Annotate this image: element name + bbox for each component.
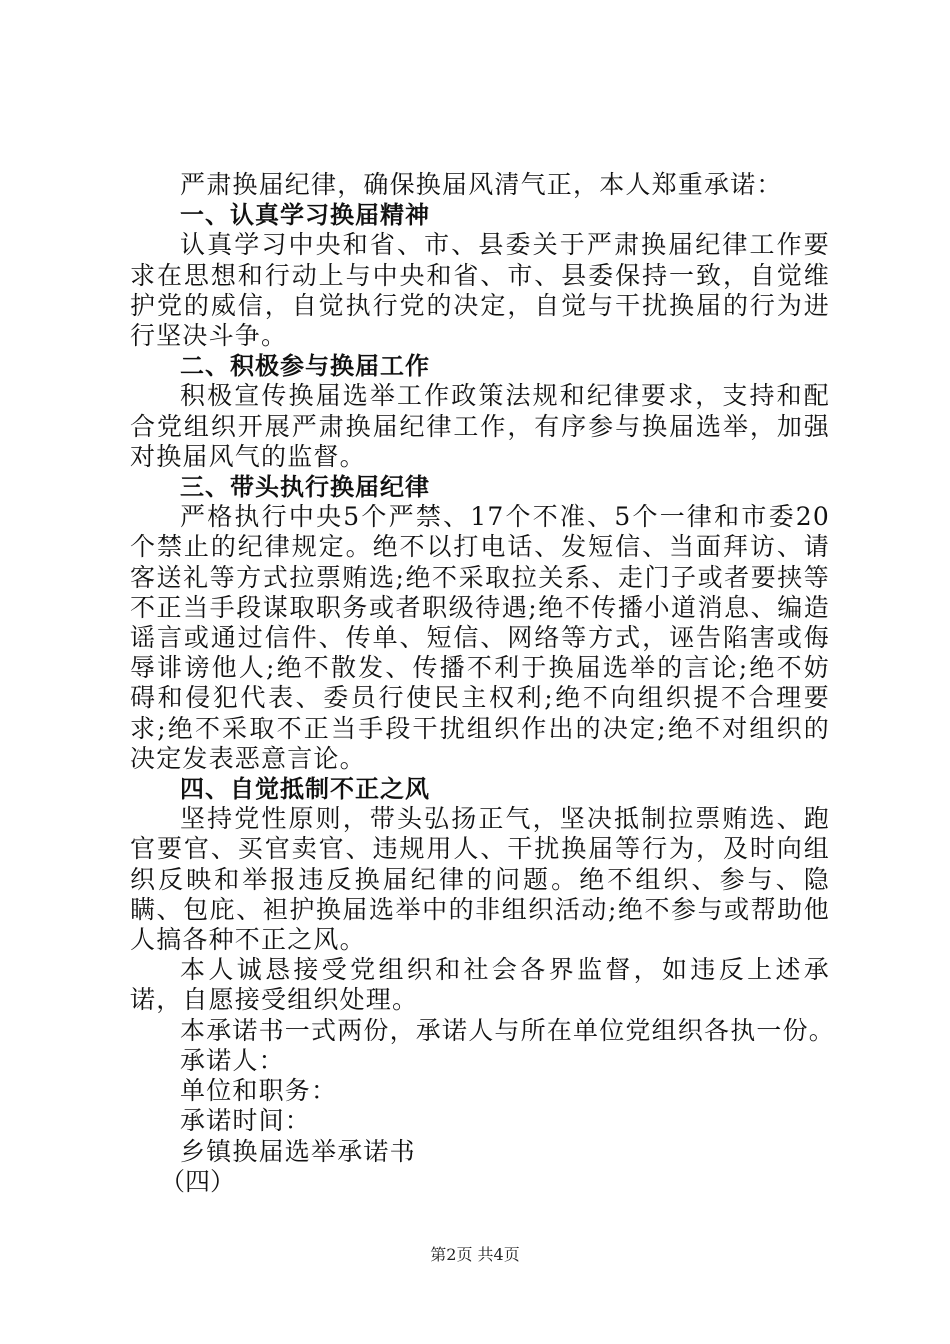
next-document-number: （四） [160, 1166, 236, 1196]
section-body-4: 坚持党性原则，带头弘扬正气，坚决抵制拉票贿选、跑官要官、买官卖官、违规用人、干扰换届等行为，及时向组织反映和举报违反换届纪律的问题。绝不组织、参与、隐瞒、包庇、袒护换届选举中的非组织活动;绝不参与或帮助他人搞各种不正之风。 [130, 804, 830, 955]
unit-label: 单位和职务： [180, 1076, 338, 1106]
section-heading-4: 四、自觉抵制不正之风 [180, 775, 430, 804]
page-footer: 第2页 共4页 [430, 1245, 520, 1264]
section-heading-3: 三、带头执行换届纪律 [180, 473, 430, 502]
copies-note: 本承诺书一式两份，承诺人与所在单位党组织各执一份。 [180, 1015, 836, 1045]
section-body-3: 严格执行中央5个严禁、17个不准、5个一律和市委20个禁止的纪律规定。绝不以打电话、发短信、当面拜访、请客送礼等方式拉票贿选;绝不采取拉关系、走门子或者要挟等不正当手段谋取职务或者职级待遇;绝不传播小道消息、编造谣言或通过信件、传单、短信、网络等方式，诬告陷害或侮辱诽谤他人;绝不散发、传播不利于换届选举的言论;绝不妨碍和侵犯代表、委员行使民主权利;绝不向组织提不合理要求;绝不采取不正当手段干扰组织作出的决定;绝不对组织的决定发表恶意言论。 [130, 502, 830, 773]
acceptance-paragraph: 本人诚恳接受党组织和社会各界监督，如违反上述承诺，自愿接受组织处理。 [130, 955, 830, 1015]
intro-paragraph: 严肃换届纪律，确保换届风清气正，本人郑重承诺： [180, 170, 783, 199]
next-document-title: 乡镇换届选举承诺书 [180, 1136, 416, 1166]
promisor-label: 承诺人： [180, 1045, 285, 1075]
section-body-1: 认真学习中央和省、市、县委关于严肃换届纪律工作要求在思想和行动上与中央和省、市、县委保持一致，自觉维护党的威信，自觉执行党的决定，自觉与干扰换届的行为进行坚决斗争。 [130, 230, 830, 351]
section-heading-2: 二、积极参与换届工作 [180, 352, 430, 381]
date-label: 承诺时间： [180, 1106, 312, 1136]
document-page [130, 170, 836, 1197]
section-body-2: 积极宣传换届选举工作政策法规和纪律要求，支持和配合党组织开展严肃换届纪律工作，有序参与换届选举，加强对换届风气的监督。 [130, 381, 830, 471]
section-heading-1: 一、认真学习换届精神 [180, 201, 430, 230]
